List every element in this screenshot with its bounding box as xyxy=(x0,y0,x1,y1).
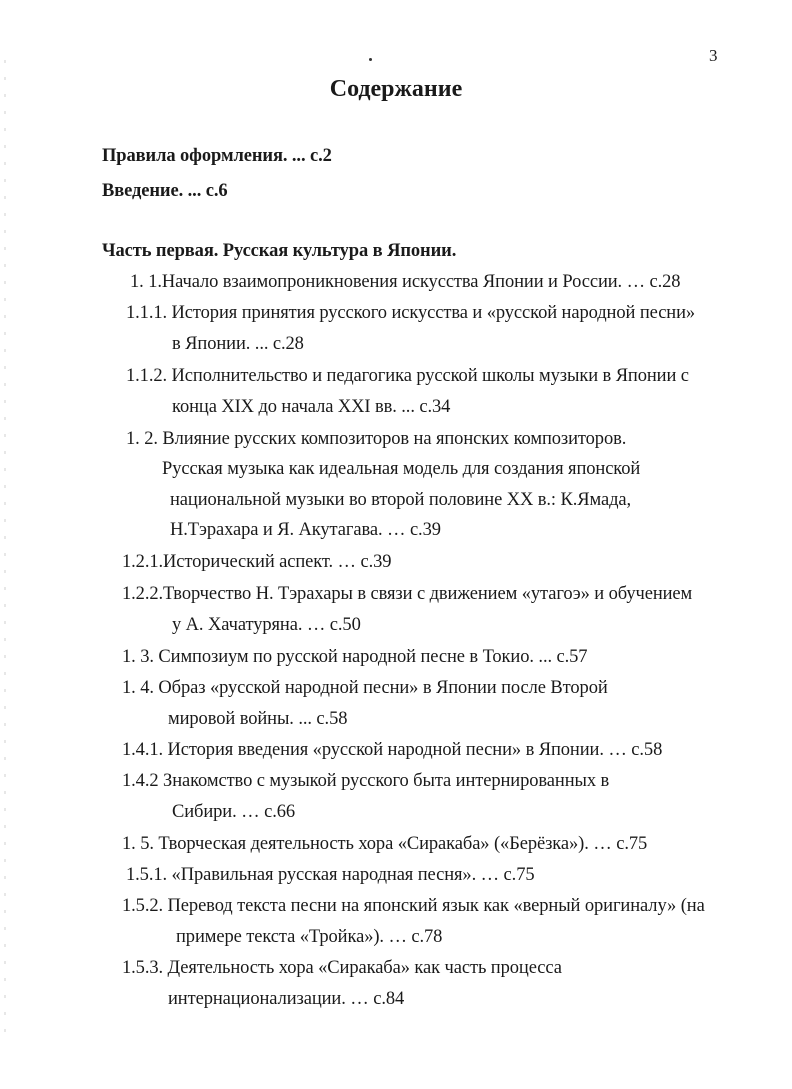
page-title: Содержание xyxy=(329,76,463,102)
toc-entry-1-1-1: 1.1.1. История принятия русского искусства и «русской народной песни» xyxy=(126,303,696,323)
toc-entry-1-5: 1. 5. Творческая деятельность хора «Сиракаба» («Берёзка»). … с.75 xyxy=(122,834,648,854)
toc-entry-1-5-3-cont: интернационализации. … с.84 xyxy=(168,989,405,1009)
toc-entry-1-4-cont: мировой войны. ... с.58 xyxy=(168,709,348,729)
toc-entry-1-4-2-cont: Сибири. … с.66 xyxy=(172,802,296,822)
toc-entry-1-2: 1. 2. Влияние русских композиторов на японских композиторов. xyxy=(126,429,627,449)
toc-entry-1-2-cont3: Н.Тэрахара и Я. Акутагава. … с.39 xyxy=(170,520,441,540)
toc-entry-1-4: 1. 4. Образ «русской народной песни» в Японии после Второй xyxy=(122,678,608,698)
toc-entry-1-1-1-cont: в Японии. ... с.28 xyxy=(172,334,304,354)
toc-entry-1-1-2: 1.1.2. Исполнительство и педагогика русской школы музыки в Японии с xyxy=(126,366,689,386)
toc-entry-1-4-1: 1.4.1. История введения «русской народной песни» в Японии. … с.58 xyxy=(122,740,663,760)
toc-entry-1-2-1: 1.2.1.Исторический аспект. … с.39 xyxy=(122,552,392,572)
scan-edge-artifact xyxy=(4,60,6,1040)
toc-entry-1-5-3: 1.5.3. Деятельность хора «Сиракаба» как часть процесса xyxy=(122,958,562,978)
toc-entry-1-2-2-cont: у А. Хачатуряна. … с.50 xyxy=(172,615,361,635)
page-number: 3 xyxy=(709,46,718,65)
toc-entry-1-5-2: 1.5.2. Перевод текста песни на японский язык как «верный оригиналу» (на xyxy=(122,896,705,916)
toc-entry-1-4-2: 1.4.2 Знакомство с музыкой русского быта интернированных в xyxy=(122,771,610,791)
toc-entry-1-2-2: 1.2.2.Творчество Н. Тэрахары в связи с движением «утагоэ» и обучением xyxy=(122,584,693,604)
toc-entry-1-1: 1. 1.Начало взаимопроникновения искусства Японии и России. … с.28 xyxy=(130,272,681,292)
toc-entry-1-1-2-cont: конца XIX до начала XXI вв. ... с.34 xyxy=(172,397,451,417)
scan-dot xyxy=(369,58,372,61)
toc-entry-intro: Введение. ... с.6 xyxy=(102,181,228,201)
toc-part-heading: Часть первая. Русская культура в Японии. xyxy=(102,241,457,261)
toc-entry-1-3: 1. 3. Симпозиум по русской народной песне в Токио. ... с.57 xyxy=(122,647,588,667)
toc-entry-1-2-cont2: национальной музыки во второй половине XX в.: К.Ямада, xyxy=(170,490,632,510)
toc-entry-1-5-1: 1.5.1. «Правильная русская народная песня». … с.75 xyxy=(126,865,535,885)
toc-entry-rules: Правила оформления. ... с.2 xyxy=(102,146,332,166)
toc-entry-1-5-2-cont: примере текста «Тройка»). … с.78 xyxy=(176,927,443,947)
toc-entry-1-2-cont1: Русская музыка как идеальная модель для создания японской xyxy=(162,459,641,479)
